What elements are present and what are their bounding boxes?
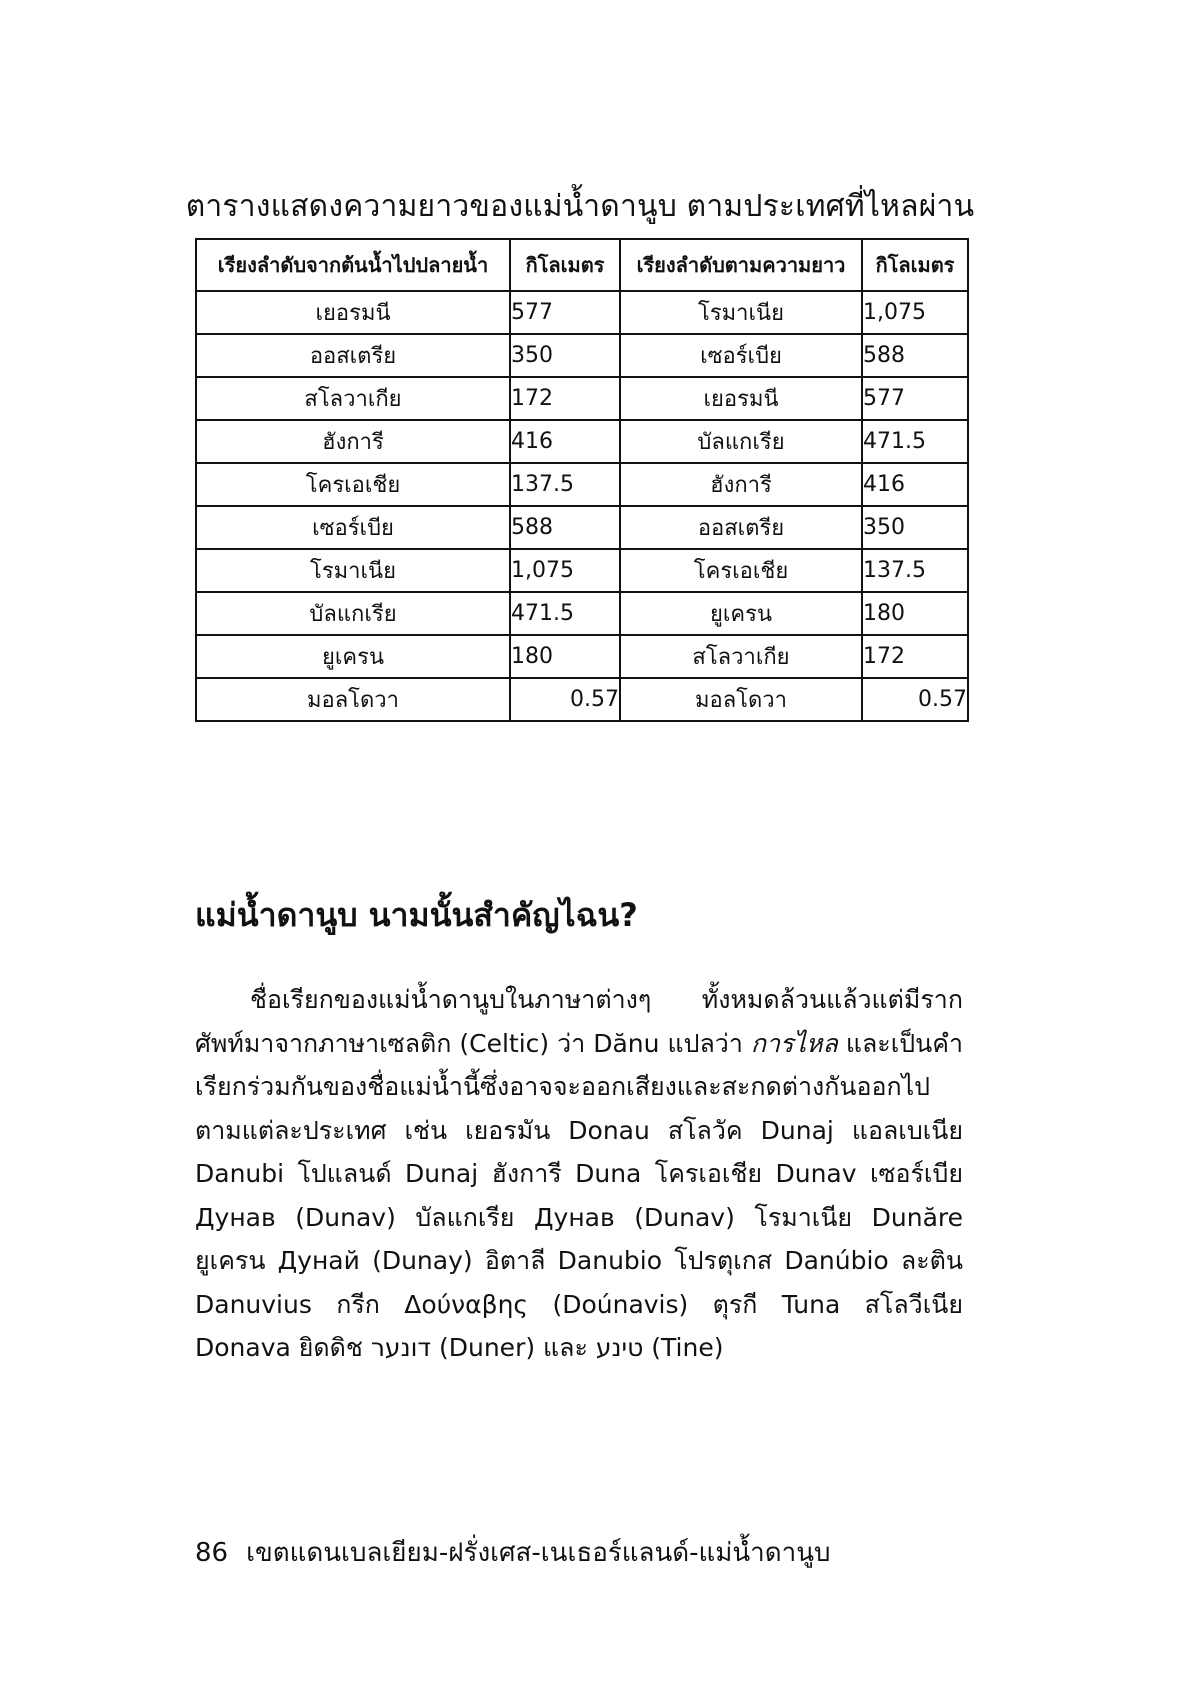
km-upstream: 180 [510,635,620,678]
table-row [196,420,968,463]
paragraph-italic-term: การไหล [750,1028,838,1058]
country-by-length: ยูเครน [620,592,862,635]
page-number: 86 [195,1538,229,1568]
table-row [196,291,968,334]
km-upstream: 577 [510,291,620,334]
country-by-length: เยอรมนี [620,377,862,420]
km-upstream: 350 [510,334,620,377]
country-upstream: ออสเตรีย [196,334,510,377]
body-paragraph [195,978,963,1370]
km-upstream: 588 [510,506,620,549]
country-by-length: สโลวาเกีย [620,635,862,678]
km-upstream: 1,075 [510,549,620,592]
km-upstream: 416 [510,420,620,463]
page-footer [195,1532,831,1573]
country-by-length: เซอร์เบีย [620,334,862,377]
country-upstream: โรมาเนีย [196,549,510,592]
table-row [196,678,968,721]
table-row [196,592,968,635]
header-upstream-order: เรียงลำดับจากต้นน้ำไปปลายน้ำ [196,239,510,291]
km-by-length: 180 [862,592,968,635]
table-row [196,463,968,506]
section-heading: แม่น้ำดานูบ นามนั้นสำคัญไฉน? [195,896,638,934]
country-by-length: มอลโดวา [620,678,862,721]
country-by-length: โครเอเชีย [620,549,862,592]
table-caption: ตารางแสดงความยาวของแม่น้ำดานูบ ตามประเทศที่ไหลผ่าน [185,189,975,224]
country-upstream: เยอรมนี [196,291,510,334]
country-upstream: ยูเครน [196,635,510,678]
km-by-length: 577 [862,377,968,420]
table-row [196,377,968,420]
km-upstream: 0.57 [510,678,620,721]
country-upstream: ฮังการี [196,420,510,463]
km-by-length: 172 [862,635,968,678]
km-by-length: 0.57 [862,678,968,721]
km-upstream: 172 [510,377,620,420]
table-header-row [196,239,968,291]
paragraph-text-1: ชื่อเรียกของแม่น้ำดานูบในภาษาต่างๆ ทั้งหมดล้วนแล้วแต่มีรากศัพท์มาจากภาษาเซลติก (Celtic) ว่า Dănu แปลว่า [195,985,963,1058]
km-by-length: 588 [862,334,968,377]
country-by-length: บัลแกเรีย [620,420,862,463]
km-by-length: 416 [862,463,968,506]
km-by-length: 471.5 [862,420,968,463]
country-upstream: โครเอเชีย [196,463,510,506]
table-row [196,334,968,377]
km-by-length: 137.5 [862,549,968,592]
country-by-length: โรมาเนีย [620,291,862,334]
header-km-2: กิโลเมตร [862,239,968,291]
paragraph-text-2: และเป็นคำเรียกร่วมกันของชื่อแม่น้ำนี้ซึ่งอาจจะออกเสียงและสะกดต่างกันออกไปตามแต่ละประเทศ เช่น เยอรมัน Donau สโลวัค Dunaj แอลเบเนีย Danubi โปแลนด์ Dunaj ฮังการี Duna โครเอเชีย Dunav เซอร์เบีย Дунав (Dunav) บัลแกเรีย Дунав (Dunav) โรมาเนีย Dunăre ยูเครน Дунай (Dunay) อิตาลี Danubio โปรตุเกส Danúbio ละติน Danuvius กรีก Δούναβης (Doúnavis) ตุรกี Tuna สโลวีเนีย Donava ยิดดิช דונער (Duner) และ טינע (Tine) [195,1028,963,1362]
table-row [196,549,968,592]
km-upstream: 471.5 [510,592,620,635]
km-by-length: 350 [862,506,968,549]
running-title: เขตแดนเบลเยียม-ฝรั่งเศส-เนเธอร์แลนด์-แม่น้ำดานูบ [246,1538,831,1568]
table-row [196,635,968,678]
country-upstream: มอลโดวา [196,678,510,721]
km-by-length: 1,075 [862,291,968,334]
table-row [196,506,968,549]
header-km-1: กิโลเมตร [510,239,620,291]
country-by-length: ฮังการี [620,463,862,506]
country-upstream: สโลวาเกีย [196,377,510,420]
river-length-table [195,238,969,722]
country-by-length: ออสเตรีย [620,506,862,549]
header-length-order: เรียงลำดับตามความยาว [620,239,862,291]
country-upstream: เซอร์เบีย [196,506,510,549]
country-upstream: บัลแกเรีย [196,592,510,635]
km-upstream: 137.5 [510,463,620,506]
